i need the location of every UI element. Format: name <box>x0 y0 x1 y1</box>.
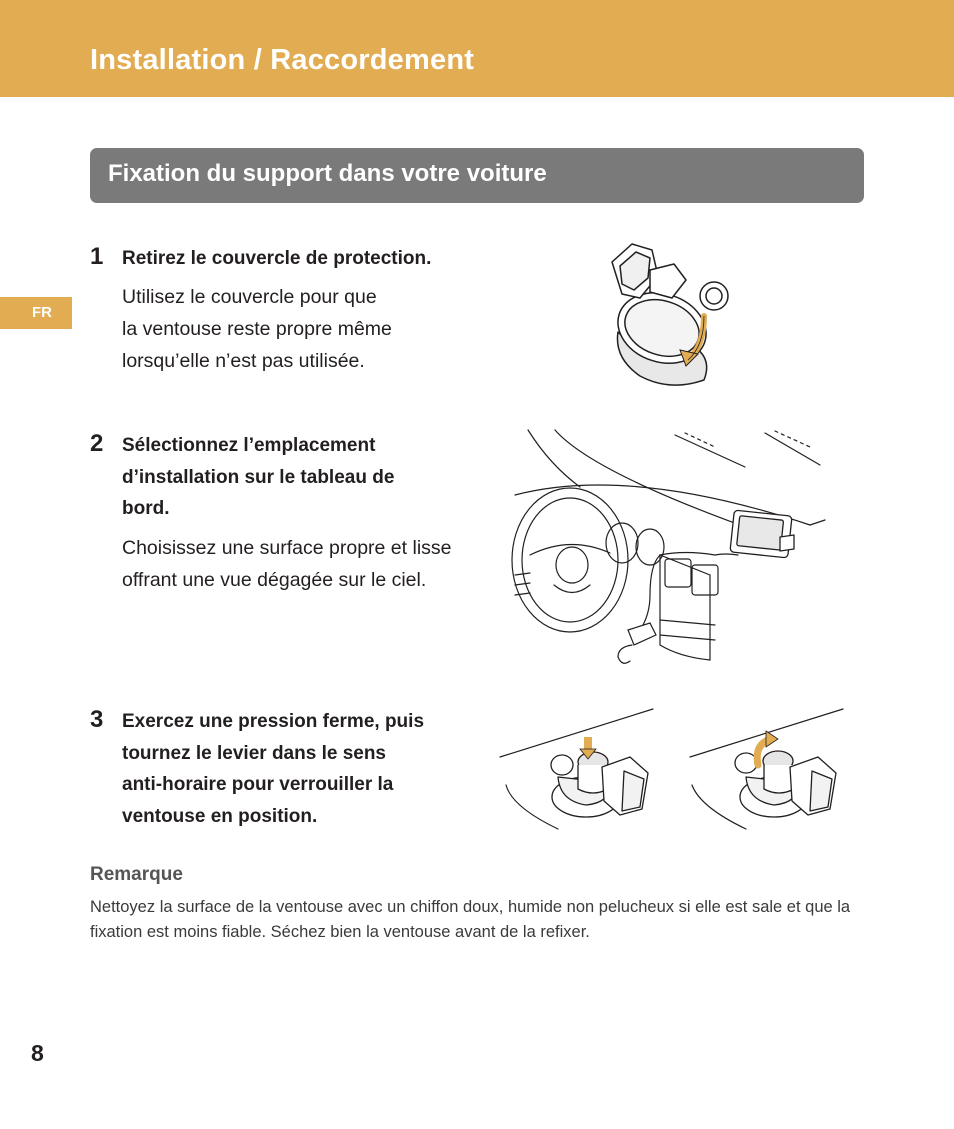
rotate-lever-illustration <box>688 707 848 832</box>
page-title: Installation / Raccordement <box>90 44 475 76</box>
header-band <box>0 0 954 97</box>
note-body: Nettoyez la surface de la ventouse avec un chiffon doux, humide non pelucheux si elle est sale et que la fixation est moins fiable. Séchez bien la ventouse avant de la refixer. <box>90 898 851 941</box>
step-3-title: Exercez une pression ferme, puis tournez le levier dans le sens anti-horaire pour verrouiller la ventouse en position. <box>122 711 425 827</box>
step-1-body: Utilisez le couvercle pour que la ventouse reste propre même lorsqu’elle n’est pas utilisée. <box>122 286 392 372</box>
step-2-body: Choisissez une surface propre et lisse offrant une vue dégagée sur le ciel. <box>122 537 452 591</box>
step-2-title: Sélectionnez l’emplacement d’installation sur le tableau de bord. <box>122 435 395 519</box>
note-title: Remarque <box>90 864 183 885</box>
press-down-illustration <box>498 707 658 832</box>
page-number: 8 <box>31 1040 44 1066</box>
step-3-number: 3 <box>90 706 104 733</box>
step-1-title: Retirez le couvercle de protection. <box>122 248 432 269</box>
section-heading-bar <box>90 148 864 203</box>
step-2-number: 2 <box>90 430 104 457</box>
language-tab <box>0 297 72 329</box>
dashboard-installation-illustration <box>510 425 830 670</box>
section-title: Fixation du support dans votre voiture <box>108 160 547 187</box>
step-1-number: 1 <box>90 243 104 270</box>
suction-cup-cover-illustration <box>600 240 735 395</box>
language-label: FR <box>32 304 52 321</box>
